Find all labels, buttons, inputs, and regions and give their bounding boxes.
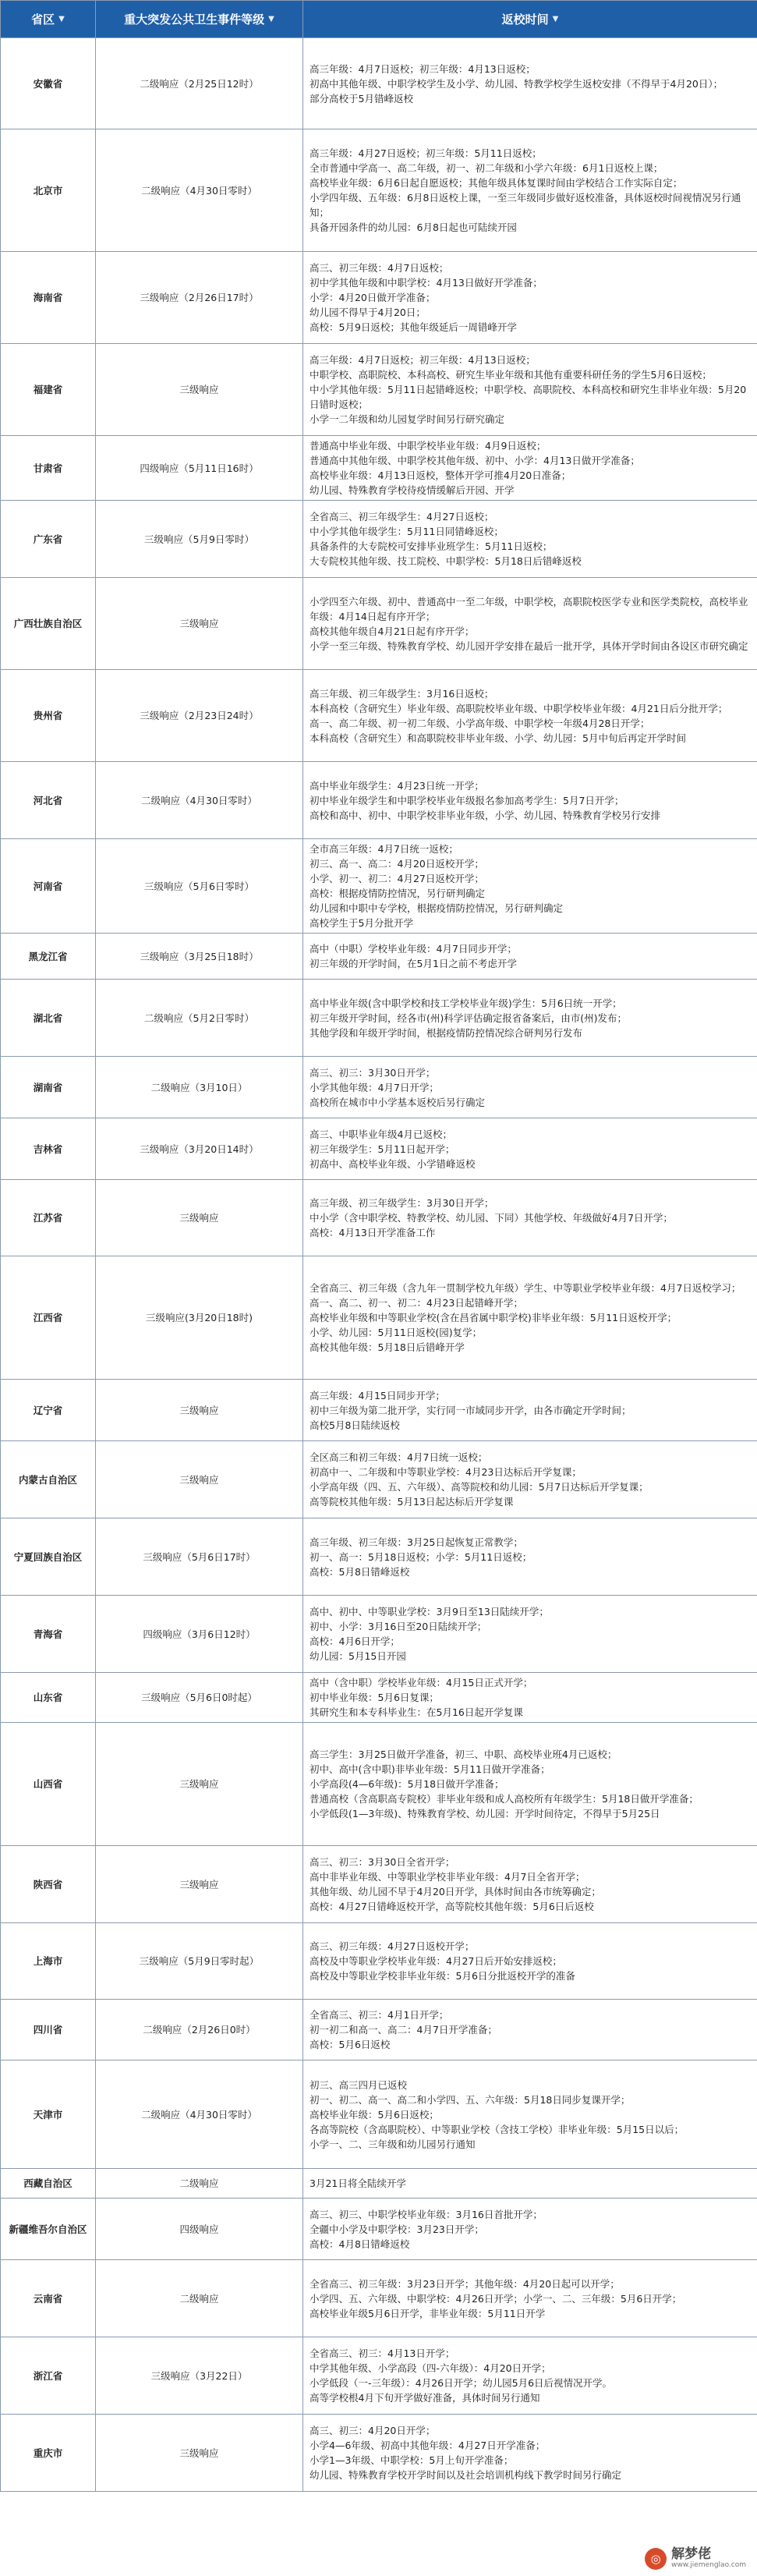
region-cell[interactable]: 河北省 xyxy=(1,762,96,839)
response-level-cell[interactable]: 三级响应（5月6日17时） xyxy=(96,1518,303,1596)
table-row xyxy=(1,1596,757,1673)
region-cell[interactable]: 山东省 xyxy=(1,1673,96,1723)
reopen-schedule-cell[interactable] xyxy=(303,1846,757,1923)
table-row xyxy=(1,2000,757,2060)
schedule-line: 高校：4月8日错峰返校 xyxy=(310,2238,410,2250)
response-level-cell[interactable]: 二级响应（2月26日0时） xyxy=(96,2000,303,2060)
schedule-line: 高校：5月8日错峰返校 xyxy=(310,1565,410,1578)
schedule-line: 3月21日将全陆续开学 xyxy=(310,2177,406,2189)
schedule-line: 普通高中其他年级、中职学校其他年级、初中、小学：4月13日做开学准备； xyxy=(310,455,640,466)
response-level-cell[interactable]: 三级响应（3月20日14时） xyxy=(96,1118,303,1180)
schedule-line: 全市高三年级：4月7日统一返校； xyxy=(310,843,458,855)
response-level-cell[interactable]: 三级响应 xyxy=(96,1180,303,1256)
watermark-logo-icon: ◎ xyxy=(645,2548,667,2570)
region-cell[interactable]: 上海市 xyxy=(1,1923,96,2000)
schedule-line: 初高中、高校毕业年级、小学错峰返校 xyxy=(310,1157,476,1170)
reopen-schedule-cell[interactable] xyxy=(303,2199,757,2260)
schedule-line: 小学其他年级：4月7日开学； xyxy=(310,1081,439,1093)
schedule-line: 高校：4月13日开学准备工作 xyxy=(310,1227,436,1238)
schedule-line: 初一、高一：5月18日返校；小学：5月11日返校； xyxy=(310,1550,532,1563)
table-row xyxy=(1,762,757,839)
response-level-cell[interactable]: 三级响应（2月26日17时） xyxy=(96,252,303,344)
response-level-cell[interactable]: 三级响应 xyxy=(96,578,303,670)
reopen-schedule-cell[interactable] xyxy=(303,2060,757,2169)
schedule-line: 本科高校（含研究生）和高职院校非毕业年级、小学、幼儿园：5月中旬后再定开学时间 xyxy=(310,732,686,744)
schedule-line: 高三、初三：4月20日开学； xyxy=(310,2425,436,2436)
response-level-cell[interactable]: 四级响应 xyxy=(96,2199,303,2260)
schedule-line: 高三、初三年级：4月7日返校； xyxy=(310,262,449,274)
schedule-line: 具备条件的大专院校可安排毕业班学生：5月11日返校； xyxy=(310,540,553,552)
table-row xyxy=(1,344,757,436)
header-level[interactable] xyxy=(96,1,303,38)
response-level-cell[interactable]: 三级响应 xyxy=(96,1723,303,1846)
region-cell[interactable]: 福建省 xyxy=(1,344,96,436)
reopen-schedule-cell[interactable] xyxy=(303,38,757,129)
reopen-schedule-cell[interactable] xyxy=(303,2000,757,2060)
region-cell[interactable]: 山西省 xyxy=(1,1723,96,1846)
schedule-line: 各高等院校（含高职院校）、中等职业学校（含技工学校）非毕业年级：5月15日以后； xyxy=(310,2123,684,2135)
schedule-line: 高三学生：3月25日做开学准备，初三、中职、高校毕业班4月已返校； xyxy=(310,1749,617,1760)
region-cell[interactable]: 甘肃省 xyxy=(1,436,96,501)
region-cell[interactable]: 天津市 xyxy=(1,2060,96,2169)
table-row xyxy=(1,980,757,1057)
region-cell[interactable]: 江苏省 xyxy=(1,1180,96,1256)
schedule-line: 小学高年级（四、五、六年级）、高等院校和幼儿园：5月7日达标后开学复课； xyxy=(310,1481,649,1493)
schedule-line: 高校其他年级自4月21日起有序开学； xyxy=(310,625,475,637)
schedule-line: 高一、高二、初一、初二：4月23日起错峰开学； xyxy=(310,1297,523,1309)
region-cell[interactable]: 陕西省 xyxy=(1,1846,96,1923)
header-region-label: 省区 xyxy=(31,12,55,27)
schedule-line: 全省高三、初三年级学生：4月27日返校； xyxy=(310,511,494,523)
schedule-line: 全省高三、初三年级（含九年一贯制学校九年级）学生、中等职业学校毕业年级：4月7日返校学习； xyxy=(310,1282,741,1294)
schedule-line: 高中毕业年级(含中职学校和技工学校毕业年级)学生：5月6日统一开学； xyxy=(310,997,622,1009)
table-row xyxy=(1,2199,757,2260)
reopen-schedule-cell[interactable] xyxy=(303,578,757,670)
schedule-line: 小学四至六年级、初中、普通高中一至二年级，中职学校，高职院校医学专业和医学类院校，高校毕业年级：4月14日起有序开学； xyxy=(310,595,748,622)
reopen-schedule-cell[interactable] xyxy=(303,762,757,839)
region-cell[interactable]: 贵州省 xyxy=(1,670,96,762)
schedule-line: 高三年级、初三年级：3月25日起恢复正常教学； xyxy=(310,1536,523,1548)
region-cell[interactable]: 宁夏回族自治区 xyxy=(1,1518,96,1596)
schedule-line: 全省高三、初三年级：3月23日开学；其他年级：4月20日起可以开学； xyxy=(310,2277,620,2290)
response-level-cell[interactable]: 二级响应 xyxy=(96,2169,303,2199)
schedule-line: 高校学生于5月分批开学 xyxy=(310,917,413,929)
schedule-line: 幼儿园、特殊教育学校开学时间以及社会培训机构线下教学时间另行确定 xyxy=(310,2469,622,2481)
response-level-cell[interactable]: 二级响应（3月10日） xyxy=(96,1057,303,1118)
table-row xyxy=(1,1518,757,1596)
schedule-line: 高等院校其他年级：5月13日起达标后开学复课 xyxy=(310,1496,514,1508)
schedule-line: 高校毕业年级：5月6日返校； xyxy=(310,2108,439,2121)
header-level-label: 重大突发公共卫生事件等级 xyxy=(124,12,265,27)
header-region[interactable] xyxy=(1,1,96,38)
reopen-schedule-cell[interactable] xyxy=(303,344,757,436)
response-level-cell[interactable]: 三级响应（2月23日24时） xyxy=(96,670,303,762)
schedule-line: 高校毕业年级和中等职业学校(含在昌省属中职学校)非毕业年级：5月11日返校开学； xyxy=(310,1312,677,1323)
region-cell[interactable]: 海南省 xyxy=(1,252,96,344)
schedule-line: 中小学其他年级：5月11日起错峰返校；中职学校、高职院校、本科高校和研究生非毕业年级：5月20日错时返校； xyxy=(310,384,747,410)
schedule-line: 高三、初三：3月30日开学； xyxy=(310,1066,436,1079)
table-row xyxy=(1,1923,757,2000)
table-row xyxy=(1,1118,757,1180)
reopen-schedule-cell[interactable] xyxy=(303,670,757,762)
schedule-line: 大专院校其他年级、技工院校、中职学校：5月18日后错峰返校 xyxy=(310,555,582,567)
filter-dropdown-icon[interactable]: ▼ xyxy=(552,15,559,23)
table-row xyxy=(1,1673,757,1723)
schedule-line: 初三年级学生：5月11日起开学； xyxy=(310,1143,455,1155)
table-row xyxy=(1,2337,757,2415)
schedule-line: 高中毕业年级学生：4月23日统一开学； xyxy=(310,779,484,792)
schedule-line: 高校：4月27日错峰返校开学，高等院校其他年级：5月6日后返校 xyxy=(310,1901,594,1912)
schedule-line: 高三、初三：3月30日全省开学； xyxy=(310,1856,455,1868)
reopen-schedule-cell[interactable] xyxy=(303,1673,757,1723)
schedule-line: 高三年级：4月15日同步开学； xyxy=(310,1389,445,1401)
schedule-line: 高等学校根4月下旬开学做好准备，具体时间另行通知 xyxy=(310,2392,540,2404)
region-cell[interactable]: 广东省 xyxy=(1,501,96,578)
region-cell[interactable]: 新疆维吾尔自治区 xyxy=(1,2199,96,2260)
region-cell[interactable]: 河南省 xyxy=(1,839,96,934)
schedule-line: 全疆中小学及中职学校：3月23日开学； xyxy=(310,2223,484,2235)
response-level-cell[interactable]: 三级响应(3月20日18时) xyxy=(96,1256,303,1380)
schedule-line: 本科高校（含研究生）毕业年级、高职院校毕业年级、中职学校毕业年级：4月21日后分批开学； xyxy=(310,702,728,714)
watermark-name: 解梦佬 xyxy=(671,2546,712,2563)
schedule-line: 小学一二年级和幼儿园复学时间另行研究确定 xyxy=(310,413,505,425)
response-level-cell[interactable]: 三级响应（5月6日0时起） xyxy=(96,1673,303,1723)
header-reopen[interactable] xyxy=(303,1,757,38)
schedule-line: 中小学其他年级学生：5月11日同错峰返校； xyxy=(310,526,504,537)
schedule-line: 初三年级开学时间，经各市(州)科学评估确定报省备案后，由市(州)发布； xyxy=(310,1012,628,1024)
table-row xyxy=(1,2060,757,2169)
region-cell[interactable]: 浙江省 xyxy=(1,2337,96,2415)
schedule-line: 初中毕业年级：5月6日复课； xyxy=(310,1692,439,1703)
schedule-line: 高中、初中、中等职业学校：3月9日至13日陆续开学； xyxy=(310,1606,549,1618)
reopen-schedule-cell[interactable] xyxy=(303,2415,757,2492)
response-level-cell[interactable]: 三级响应 xyxy=(96,1441,303,1518)
schedule-line: 小学、初一、初二：4月27日返校开学； xyxy=(310,873,484,884)
header-reopen-label: 返校时间 xyxy=(501,12,549,27)
region-cell[interactable]: 青海省 xyxy=(1,1596,96,1673)
schedule-line: 初中学其他年级和中职学校：4月13日做好开学准备； xyxy=(310,277,543,289)
table-row xyxy=(1,1441,757,1518)
schedule-line: 高校和高中、初中、中职学校非毕业年级，小学、幼儿园、特殊教育学校另行安排 xyxy=(310,809,661,821)
schedule-line: 高三年级、初三年级学生：3月30日开学； xyxy=(310,1197,494,1209)
schedule-line: 高三年级：4月27日返校；初三年级：5月11日返校； xyxy=(310,147,542,159)
table-row xyxy=(1,2169,757,2199)
table-row xyxy=(1,252,757,344)
region-cell[interactable]: 吉林省 xyxy=(1,1118,96,1180)
schedule-line: 高三年级：4月7日返校；初三年级：4月13日返校； xyxy=(310,62,536,75)
schedule-line: 小学1—3年级、中职学校：5月上旬开学准备； xyxy=(310,2454,514,2466)
schedule-line: 初中三年级为第二批开学，实行同一市域同步开学，由各市确定开学时间； xyxy=(310,1404,631,1416)
reopen-schedule-cell[interactable] xyxy=(303,252,757,344)
schedule-line: 高一、高二年级、初一初二年级、小学高年级、中职学校一年级4月28日开学； xyxy=(310,717,650,729)
region-cell[interactable]: 四川省 xyxy=(1,2000,96,2060)
reopen-schedule-cell[interactable] xyxy=(303,980,757,1057)
region-cell[interactable]: 西藏自治区 xyxy=(1,2169,96,2199)
schedule-line: 高校：4月6日开学； xyxy=(310,1635,400,1647)
schedule-line: 高三、中职毕业年级4月已返校； xyxy=(310,1128,452,1140)
response-level-cell[interactable]: 二级响应（4月30日零时） xyxy=(96,762,303,839)
filter-dropdown-icon[interactable]: ▼ xyxy=(268,15,274,23)
schedule-line: 普通高中毕业年级、中职学校毕业年级：4月9日返校； xyxy=(310,440,547,452)
table-row xyxy=(1,38,757,129)
reopen-schedule-cell[interactable] xyxy=(303,436,757,501)
schedule-line: 小学四年级、五年级：6月8日返校上课，一至三年级同步做好返校准备，具体返校时间视情况另行通知； xyxy=(310,192,741,218)
reopen-schedule-cell[interactable] xyxy=(303,934,757,980)
schedule-line: 高校毕业年级：6月6日起自愿返校；其他年级具体复课时间由学校结合工作实际自定； xyxy=(310,177,683,189)
table-row xyxy=(1,578,757,670)
schedule-line: 小学4—6年级、初高中其他年级：4月27日开学准备； xyxy=(310,2440,546,2451)
table-row xyxy=(1,2260,757,2337)
response-level-cell[interactable]: 三级响应 xyxy=(96,1846,303,1923)
response-level-cell[interactable]: 三级响应 xyxy=(96,344,303,436)
table-row xyxy=(1,1846,757,1923)
schedule-line: 高三、初三、中职学校毕业年级：3月16日首批开学； xyxy=(310,2208,543,2220)
schedule-line: 初高中一、二年级和中等职业学校：4月23日达标后开学复课； xyxy=(310,1466,582,1478)
response-level-cell[interactable]: 三级响应（3月25日18时） xyxy=(96,934,303,980)
schedule-line: 普通高校（含高职高专院校）非毕业年级和成人高校所有年级学生：5月18日做开学准备； xyxy=(310,1793,699,1805)
schedule-line: 高校及中等职业学校毕业年级：4月27日后开始安排返校； xyxy=(310,1955,562,1967)
table-row xyxy=(1,670,757,762)
table-row xyxy=(1,839,757,934)
reopen-schedule-cell[interactable] xyxy=(303,1380,757,1441)
region-cell[interactable]: 北京市 xyxy=(1,129,96,252)
table-row xyxy=(1,1256,757,1380)
schedule-line: 全市普通中学高一、高二年级，初一、初二年级和小学六年级：6月1日返校上课； xyxy=(310,162,663,174)
schedule-line: 初中毕业年级学生和中职学校毕业年级报名参加高考学生：5月7日开学； xyxy=(310,794,624,806)
schedule-line: 小学、幼儿园：5月11日返校(园)复学； xyxy=(310,1327,483,1338)
schedule-line: 幼儿园：5月15日开园 xyxy=(310,1650,406,1662)
reopen-schedule-cell[interactable] xyxy=(303,1441,757,1518)
region-cell[interactable]: 辽宁省 xyxy=(1,1380,96,1441)
schedule-line: 初三、高三四月已返校 xyxy=(310,2078,408,2091)
response-level-cell[interactable]: 四级响应（3月6日12时） xyxy=(96,1596,303,1673)
table-row xyxy=(1,129,757,252)
schedule-line: 部分高校于5月错峰返校 xyxy=(310,92,413,105)
schedule-line: 小学：4月20日做开学准备； xyxy=(310,292,436,303)
table-row xyxy=(1,436,757,501)
filter-dropdown-icon[interactable]: ▼ xyxy=(58,15,65,23)
schedule-line: 初三年级的开学时间，在5月1日之前不考虑开学 xyxy=(310,958,517,969)
region-cell[interactable]: 广西壮族自治区 xyxy=(1,578,96,670)
schedule-line: 全省高三、初三：4月13日开学； xyxy=(310,2347,455,2359)
schedule-line: 高校5月8日陆续返校 xyxy=(310,1419,400,1431)
schedule-line: 中职学校、高职院校、本科高校、研究生毕业年级和其他有重要科研任务的学生5月6日返校； xyxy=(310,369,712,381)
schedule-line: 其他年级、幼儿园不早于4月20日开学，具体时间由各市统筹确定； xyxy=(310,1886,601,1897)
table-row xyxy=(1,1180,757,1256)
schedule-line: 高校：5月6日返校 xyxy=(310,2039,391,2050)
schedule-line: 高校及中等职业学校非毕业年级：5月6日分批返校开学的准备 xyxy=(310,1970,575,1982)
schedule-line: 初一初二和高一、高二：4月7日开学准备； xyxy=(310,2024,497,2036)
reopen-schedule-cell[interactable] xyxy=(303,2260,757,2337)
schedule-line: 幼儿园不得早于4月20日； xyxy=(310,306,426,318)
reopen-schedule-cell[interactable] xyxy=(303,1180,757,1256)
schedule-line: 高校毕业年级：4月13日返校，整体开学可推4月20日准备； xyxy=(310,469,571,481)
table-row xyxy=(1,1380,757,1441)
schedule-line: 中学其他年级、小学高段（四-六年级）：4月20日开学； xyxy=(310,2362,551,2374)
schedule-line: 高三年级、初三年级学生：3月16日返校； xyxy=(310,687,494,700)
schedule-line: 小学四、五、六年级、中职学校：4月26日开学；小学一、二、三年级：5月6日开学； xyxy=(310,2292,682,2305)
schedule-line: 全省高三、初三：4月1日开学； xyxy=(310,2009,449,2021)
watermark xyxy=(640,2546,751,2571)
reopen-schedule-cell[interactable] xyxy=(303,1118,757,1180)
table-row xyxy=(1,934,757,980)
region-cell[interactable]: 安徽省 xyxy=(1,38,96,129)
schedule-line: 高校其他年级：5月18日后错峰开学 xyxy=(310,1341,465,1353)
table-row xyxy=(1,1057,757,1118)
schedule-line: 高中（中职）学校毕业年级：4月7日同步开学； xyxy=(310,943,517,955)
response-level-cell[interactable]: 二级响应（4月30日零时） xyxy=(96,2060,303,2169)
schedule-line: 高三、初三年级：4月27日返校开学； xyxy=(310,1940,475,1952)
schedule-line: 小学一至三年级、特殊教育学校、幼儿园开学安排在最后一批开学，具体开学时间由各设区市研究确定 xyxy=(310,640,748,652)
watermark-url: www.jiemenglao.com xyxy=(671,2561,746,2570)
response-level-cell[interactable]: 三级响应（3月22日） xyxy=(96,2337,303,2415)
response-level-cell[interactable]: 三级响应 xyxy=(96,1380,303,1441)
region-cell[interactable]: 内蒙古自治区 xyxy=(1,1441,96,1518)
response-level-cell[interactable]: 二级响应（4月30日零时） xyxy=(96,129,303,252)
reopen-schedule-cell[interactable] xyxy=(303,1596,757,1673)
header-row xyxy=(1,1,757,38)
schedule-line: 高校毕业年级5月6日开学，非毕业年级：5月11日开学 xyxy=(310,2307,546,2319)
schedule-line: 小学一、二、三年级和幼儿园另行通知 xyxy=(310,2138,476,2150)
response-level-cell[interactable]: 二级响应 xyxy=(96,2260,303,2337)
schedule-line: 初三、高一、高二：4月20日返校开学； xyxy=(310,858,484,870)
reopen-schedule-cell[interactable] xyxy=(303,129,757,252)
reopen-schedule-cell[interactable] xyxy=(303,1256,757,1380)
region-cell[interactable]: 湖北省 xyxy=(1,980,96,1057)
schedule-line: 高中（含中职）学校毕业年级：4月15日正式开学； xyxy=(310,1677,533,1688)
table-row xyxy=(1,1723,757,1846)
schedule-line: 其他学段和年级开学时间，根据疫情防控情况综合研判另行发布 xyxy=(310,1026,583,1039)
schedule-line: 初高中其他年级、中职学校学生及小学、幼儿园、特教学校学生返校安排（不得早于4月20日）； xyxy=(310,77,723,90)
schedule-line: 幼儿园和中职中专学校，根据疫情防控情况，另行研判确定 xyxy=(310,902,564,914)
table-row xyxy=(1,2415,757,2492)
reopen-schedule-cell[interactable] xyxy=(303,2337,757,2415)
reopen-schedule-cell[interactable] xyxy=(303,1057,757,1118)
schedule-line: 小学低段（一-三年级）：4月26日开学；幼儿园5月6日后视情况开学。 xyxy=(310,2377,613,2389)
reopen-schedule-cell[interactable] xyxy=(303,1923,757,2000)
reopen-schedule-cell[interactable] xyxy=(303,1518,757,1596)
schedule-line: 小学高段(4—6年级)：5月18日做开学准备； xyxy=(310,1778,504,1790)
region-cell[interactable]: 云南省 xyxy=(1,2260,96,2337)
schedule-line: 其研究生和本专科毕业生：在5月16日起开学复课 xyxy=(310,1706,523,1718)
region-cell[interactable]: 重庆市 xyxy=(1,2415,96,2492)
reopen-schedule-cell[interactable] xyxy=(303,2169,757,2199)
schedule-line: 初中、小学：3月16日至20日陆续开学； xyxy=(310,1621,487,1632)
region-cell[interactable]: 黑龙江省 xyxy=(1,934,96,980)
schedule-line: 初中、高中(含中职)非毕业年级：5月11日做开学准备； xyxy=(310,1763,550,1775)
response-level-cell[interactable]: 二级响应（5月2日零时） xyxy=(96,980,303,1057)
response-level-cell[interactable]: 三级响应 xyxy=(96,2415,303,2492)
response-level-cell[interactable]: 四级响应（5月11日16时） xyxy=(96,436,303,501)
schedule-line: 高校：根据疫情防控情况，另行研判确定 xyxy=(310,888,486,899)
schedule-line: 高三年级：4月7日返校；初三年级：4月13日返校； xyxy=(310,354,536,366)
schedule-line: 高中非毕业年级、中等职业学校非毕业年级：4月7日全省开学； xyxy=(310,1871,585,1883)
response-level-cell[interactable]: 三级响应（5月9日零时） xyxy=(96,501,303,578)
response-level-cell[interactable]: 二级响应（2月25日12时） xyxy=(96,38,303,129)
table-row xyxy=(1,501,757,578)
schedule-line: 高校：5月9日返校；其他年级延后一周错峰开学 xyxy=(310,321,517,333)
response-level-cell[interactable]: 三级响应（5月6日零时） xyxy=(96,839,303,934)
schedule-line: 初一、初二、高一、高二和小学四、五、六年级：5月18日同步复课开学； xyxy=(310,2093,631,2106)
schedule-line: 中小学（含中职学校、特教学校、幼儿园、下同）其他学校、年级做好4月7日开学； xyxy=(310,1212,673,1224)
region-cell[interactable]: 江西省 xyxy=(1,1256,96,1380)
reopen-schedule-cell[interactable] xyxy=(303,839,757,934)
reopen-schedule-cell[interactable] xyxy=(303,1723,757,1846)
reopen-schedule-cell[interactable] xyxy=(303,501,757,578)
response-level-cell[interactable]: 三级响应（5月9日零时起） xyxy=(96,1923,303,2000)
schedule-line: 幼儿园、特殊教育学校待疫情缓解后开园、开学 xyxy=(310,484,515,496)
schedule-line: 具备开园条件的幼儿园：6月8日起也可陆续开园 xyxy=(310,221,517,233)
region-cell[interactable]: 湖南省 xyxy=(1,1057,96,1118)
schedule-line: 全区高三和初三年级：4月7日统一返校； xyxy=(310,1451,488,1463)
schedule-line: 小学低段(1—3年级)、特殊教育学校、幼儿园：开学时间待定，不得早于5月25日 xyxy=(310,1808,660,1819)
schedule-line: 高校所在城市中小学基本返校后另行确定 xyxy=(310,1096,486,1108)
